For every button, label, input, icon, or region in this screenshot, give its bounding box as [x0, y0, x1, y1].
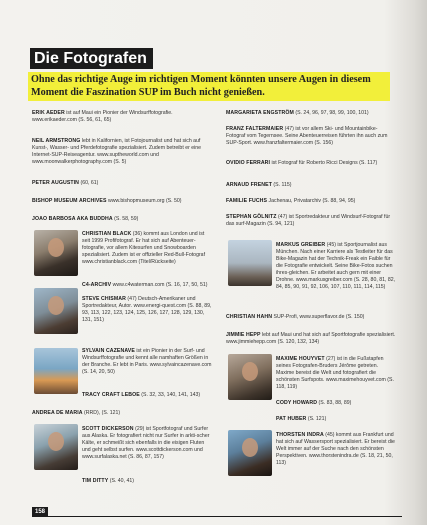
photographer-name: ERIK AEDER [32, 110, 65, 116]
photographer-portrait [228, 354, 272, 400]
photographer-name: MARGARIETA ENGSTRÖM [226, 110, 294, 116]
photographer-name: STEVE CHISMAR [82, 296, 126, 302]
photographer-description: (45) kommt aus Frankfurt und hat sich auf Wassersport spezialisiert. Er bereist die Welt immer auf der Suche nach den schönsten Perspektiven. www.thorstenindra.de (S. 18, 21, 50, 113) [276, 432, 395, 466]
photographer-description: (36) kommt aus London und ist seit 1999 Profifotograf. Er hat sich auf Abenteuer-fotografie, vor allem Kitesurfen und Snowboarden spezialisiert. Zudem ist er offizieller Red-Bull-Fotograf www.christianblack.com (Titel/Rückseite) [82, 231, 206, 265]
photographer-name: ARNAUD FRENET [226, 182, 272, 188]
photographer-description: (S. 32, 33, 140, 141, 143) [141, 392, 201, 398]
photographer-name: SYLVAIN CAZENAVE [82, 348, 135, 354]
photographer-portrait [34, 230, 78, 276]
photographer-name: BISHOP MUSEUM ARCHIVES [32, 198, 107, 204]
photographer-name: TIM DITTY [82, 478, 109, 484]
photographer-name: NEIL ARMSTRONG [32, 138, 81, 144]
page-subtitle: Ohne das richtige Auge im richtigen Moment könnten unsere Augen in diesem Moment die Faszination SUP im Buch nicht genießen. [28, 72, 390, 101]
photographer-entry [32, 180, 212, 187]
photographer-description: (S. 83, 88, 89) [318, 400, 352, 406]
photographer-entry [276, 400, 396, 407]
photographer-portrait [228, 240, 272, 286]
photographer-name: MARKUS GREIBER [276, 242, 326, 248]
photographer-name: STEPHAN GÖLNITZ [226, 214, 277, 220]
photographer-description: ist Fotograf für Roberto Ricci Designs (S. 117) [271, 160, 378, 166]
photographer-description: (RRD), (S. 121) [84, 410, 121, 416]
photographer-entry [226, 198, 396, 205]
photographer-entry [32, 138, 212, 166]
photographer-entry [32, 198, 212, 205]
photographer-description: lebt in Kalifornien, ist Fotojournalist und hat sich auf Kunst-, Wasser- und Pferdefotografie spezialisiert. Zudem betreibt er eine Internet-SUP-Reiseagentur. www.suptheworld.com und www.moonwalkerphotography.com (S. 5) [32, 138, 202, 165]
photographer-entry [226, 110, 396, 117]
photographer-portrait [34, 424, 78, 470]
photographer-name: FAMILIE FUCHS [226, 198, 268, 204]
photographer-portrait [34, 348, 78, 394]
photographer-entry [82, 282, 212, 289]
photographer-name: OVIDIO FERRARI [226, 160, 271, 166]
photographer-entry [276, 242, 396, 291]
photographer-entry [82, 426, 212, 461]
photographer-description: lebt auf Maui und hat sich auf Sportfotografie spezialisiert. www.jimmiehepp.com (S. 120, 132, 134) [226, 332, 396, 345]
photographer-entry [226, 314, 396, 321]
photographer-name: CODY HOWARD [276, 400, 318, 406]
photographer-description: (S. 115) [273, 182, 292, 188]
photographer-description: (S. 58, 59) [114, 216, 139, 222]
photographer-description: www.c4waterman.com (S. 16, 17, 50, 51) [112, 282, 208, 288]
photographer-entry [226, 214, 396, 228]
photographer-entry [276, 416, 396, 423]
photographer-entry [32, 110, 212, 124]
page-title: Die Fotografen [30, 48, 153, 69]
photographer-name: SCOTT DICKERSON [82, 426, 134, 432]
photographer-entry [276, 432, 396, 467]
photographer-portrait [228, 430, 272, 476]
photographer-entry [226, 160, 396, 167]
photographer-description: (47) ist Sportredakteur und Windsurf-Fotograf für das surf-Magazin (S. 94, 121) [226, 214, 391, 227]
photographer-entry [82, 478, 212, 485]
photographer-description: (60, 61) [80, 180, 99, 186]
photographer-name: C4-ARCHIV [82, 282, 112, 288]
photographer-entry [226, 126, 396, 147]
photographer-name: CHRISTIAN HAHN [226, 314, 273, 320]
photographer-entry [82, 296, 212, 324]
page-rule [32, 516, 402, 517]
photographer-name: PETER AUGUSTIN [32, 180, 80, 186]
photographer-entry [276, 356, 396, 391]
photographer-name: PAT HUBER [276, 416, 307, 422]
photographer-portrait [34, 288, 78, 334]
page-number: 158 [32, 507, 48, 517]
photographer-name: CHRISTIAN BLACK [82, 231, 132, 237]
photographer-description: (S. 121) [307, 416, 327, 422]
photographer-description: (29) ist Sportfotograf und Surfer aus Alaska. Er fotografiert nicht nur Surfer in arkti-scher Kälte, er schmeißt sich ebenfalls in die eisigen Fluten und geht selbst surfen. www.scottdickerson.com und www.surfalaska.net (S. 86, 87, 157) [82, 426, 210, 460]
photographer-description: Jachenau, Privatarchiv (S. 88, 94, 95) [268, 198, 356, 204]
photographer-description: (S. 40, 41) [109, 478, 134, 484]
photographer-description: ist auf Maui ein Pionier der Windsurffotografie. www.erikaeder.com (S. 56, 61, 65) [32, 110, 173, 123]
photographer-description: (47) ist vor allem Ski- und Mountainbike-Fotograf vom Tegernsee. Seine Abenteuerreisen führten ihn auch zum SUP-Sport. www.franzfaltermaier.com (S. 156) [226, 126, 388, 146]
photographer-name: JOAO BARBOSA AKA BUDDHA [32, 216, 113, 222]
photographer-description: (27) ist in die Fußstapfen seines Fotografen-Bruders Jérôme getreten. Maxime bereist die Welt und fotografiert die schönsten Surfspots. www.maximehouyvet.com (S. 118, 119) [276, 356, 394, 390]
photographer-entry [32, 410, 212, 417]
photographer-name: THORSTEN INDRA [276, 432, 324, 438]
photographer-entry [226, 182, 396, 189]
photographer-description: SUP-Profi, www.superflavor.de (S. 150) [273, 314, 365, 320]
photographer-description: (45) ist Sportjournalist aus München. Nach einer Karriere als Testleiter für das Bike-Magazin hat der Technik-Freak ein Faible für die Fotografie entwickelt. Seine Bike-Fotos suchen ihres-gleichen. Er arbeitet auch gern mit einer Drohne. www.markusgreiber.com (S. 28, 80, 81, 82, 84, 85, 90, 91, 92, 106, 107, 110, 111, 114, 115) [276, 242, 396, 290]
photographer-name: FRANZ FALTERMAIER [226, 126, 284, 132]
photographer-entry [32, 216, 212, 223]
photographer-description: (S. 24, 96, 97, 98, 99, 100, 101) [295, 110, 369, 116]
photographer-entry [226, 332, 396, 346]
photographer-name: JIMMIE HEPP [226, 332, 261, 338]
photographer-name: TRACY CRAFT LEBOE [82, 392, 140, 398]
photographer-name: MAXIME HOUYVET [276, 356, 325, 362]
photographer-entry [82, 231, 212, 266]
photographer-description: ist ein Pionier in der Surf- und Windsurffotografie und kennt alle namhaften Größen in der Branche. Er lebt in Paris. www.sylvaincazenave.com (S. 14, 20, 50) [82, 348, 212, 375]
photographer-description: (47) Deutsch-Amerikaner und Sportredakteur, Autor. www.energi-quest.com (S. 88, 89, 93, 113, 122, 123, 124, 125, 126, 127, 128, 129, 130, 131, 151) [82, 296, 212, 323]
photographer-entry [82, 392, 212, 399]
photographer-description: www.bishopmuseum.org (S. 50) [108, 198, 182, 204]
photographer-entry [82, 348, 212, 376]
photographer-name: ANDREA DE MARIA [32, 410, 83, 416]
